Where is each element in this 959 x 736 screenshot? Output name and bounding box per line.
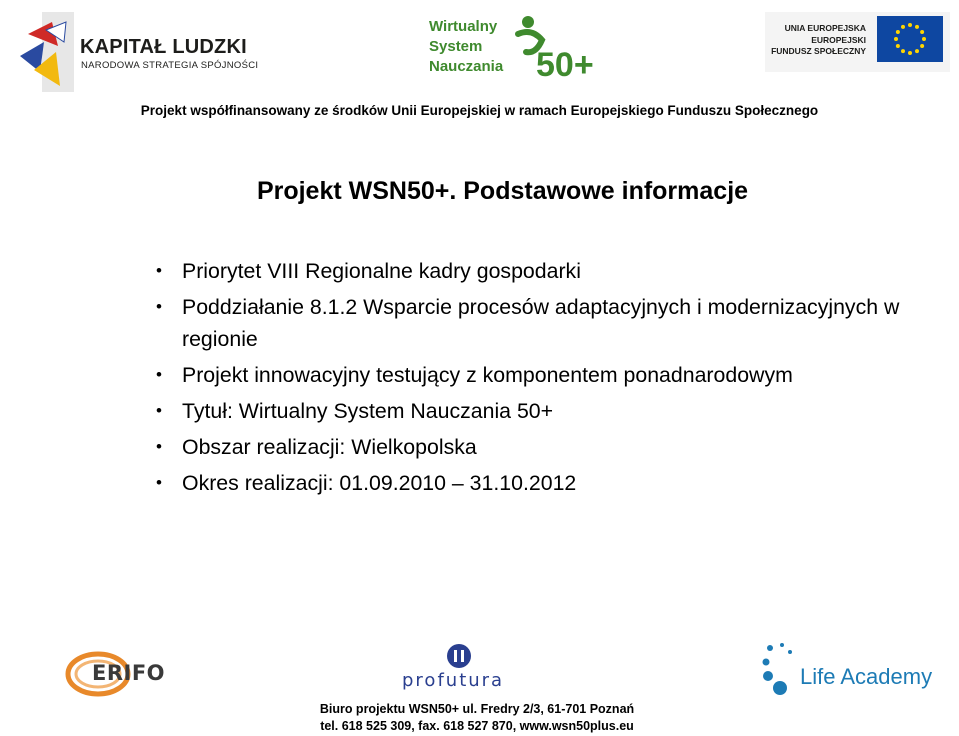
bullet-text: Priorytet VIII Regionalne kadry gospodarki	[182, 259, 581, 283]
eu-star-icon	[901, 49, 905, 53]
bullet-icon: •	[156, 261, 162, 280]
list-item	[156, 431, 916, 463]
kapital-ludzki-subtitle: NARODOWA STRATEGIA SPÓJNOŚCI	[81, 60, 259, 71]
eu-star-icon	[896, 30, 900, 34]
life-academy-logo	[760, 640, 950, 700]
eu-star-icon	[908, 51, 912, 55]
bullet-text: Obszar realizacji: Wielkopolska	[182, 435, 477, 459]
bullet-icon: •	[156, 437, 162, 456]
wsn-badge-text: 50+	[536, 46, 594, 80]
bullet-icon: •	[156, 401, 162, 420]
bullet-text: Tytuł: Wirtualny System Nauczania 50+	[182, 399, 554, 423]
kapital-ludzki-title: KAPITAŁ LUDZKI	[80, 36, 247, 58]
eu-star-icon	[896, 44, 900, 48]
life-academy-dots-icon	[760, 640, 800, 700]
bullet-text: Projekt innowacyjny testujący z komponentem ponadnarodowym	[182, 363, 793, 387]
profutura-logo-text: profutura	[402, 670, 505, 691]
eu-star-icon	[920, 30, 924, 34]
list-item	[156, 291, 916, 355]
bullet-text: Okres realizacji: 01.09.2010 – 31.10.2012	[182, 471, 577, 495]
page-title: Projekt WSN50+. Podstawowe informacje	[256, 177, 749, 205]
erifo-logo	[64, 648, 174, 698]
footer-address-line-1: Biuro projektu WSN50+ ul. Fredry 2/3, 61-701 Poznań	[319, 702, 635, 716]
kapital-ludzki-emblem-icon	[14, 12, 78, 92]
eu-star-icon	[908, 23, 912, 27]
eu-star-icon	[920, 44, 924, 48]
wsn-logo-line-3: Nauczania	[429, 58, 504, 75]
wsn-logo	[424, 14, 594, 84]
profutura-emblem-icon	[446, 642, 472, 670]
bullet-text: Poddziałanie 8.1.2 Wsparcie procesów adaptacyjnych i modernizacyjnych w regionie	[182, 295, 900, 351]
eu-star-icon	[901, 25, 905, 29]
life-academy-logo-text: Life Academy	[800, 664, 933, 689]
footer-address	[292, 701, 662, 735]
bullet-icon: •	[156, 365, 162, 384]
info-bullet-list	[156, 255, 916, 503]
list-item	[156, 359, 916, 391]
eu-star-icon	[915, 49, 919, 53]
list-item	[156, 255, 916, 287]
eu-logo-line-2: EUROPEJSKI	[811, 35, 866, 45]
profutura-logo	[384, 640, 534, 700]
kapital-ludzki-logo	[14, 12, 264, 92]
eu-logo	[765, 12, 950, 72]
eu-logo-line-1: UNIA EUROPEJSKA	[784, 23, 866, 33]
footer-address-line-2: tel. 618 525 309, fax. 618 527 870, www.wsn50plus.eu	[320, 719, 634, 733]
bullet-icon: •	[156, 297, 162, 316]
list-item	[156, 395, 916, 427]
bullet-icon: •	[156, 473, 162, 492]
eu-star-icon	[915, 25, 919, 29]
wsn-50plus-badge-icon	[512, 14, 594, 80]
list-item	[156, 467, 916, 499]
erifo-logo-text: ERIFO	[92, 661, 166, 685]
eu-star-icon	[922, 37, 926, 41]
eu-star-icon	[894, 37, 898, 41]
cofinancing-note: Projekt współfinansowany ze środków Unii Europejskiej w ramach Europejskiego Funduszu Społecznego	[140, 103, 819, 118]
wsn-logo-line-2: System	[429, 38, 483, 55]
eu-logo-line-3: FUNDUSZ SPOŁECZNY	[771, 46, 866, 56]
wsn-logo-line-1: Wirtualny	[429, 18, 498, 35]
eu-flag-icon	[877, 16, 943, 62]
